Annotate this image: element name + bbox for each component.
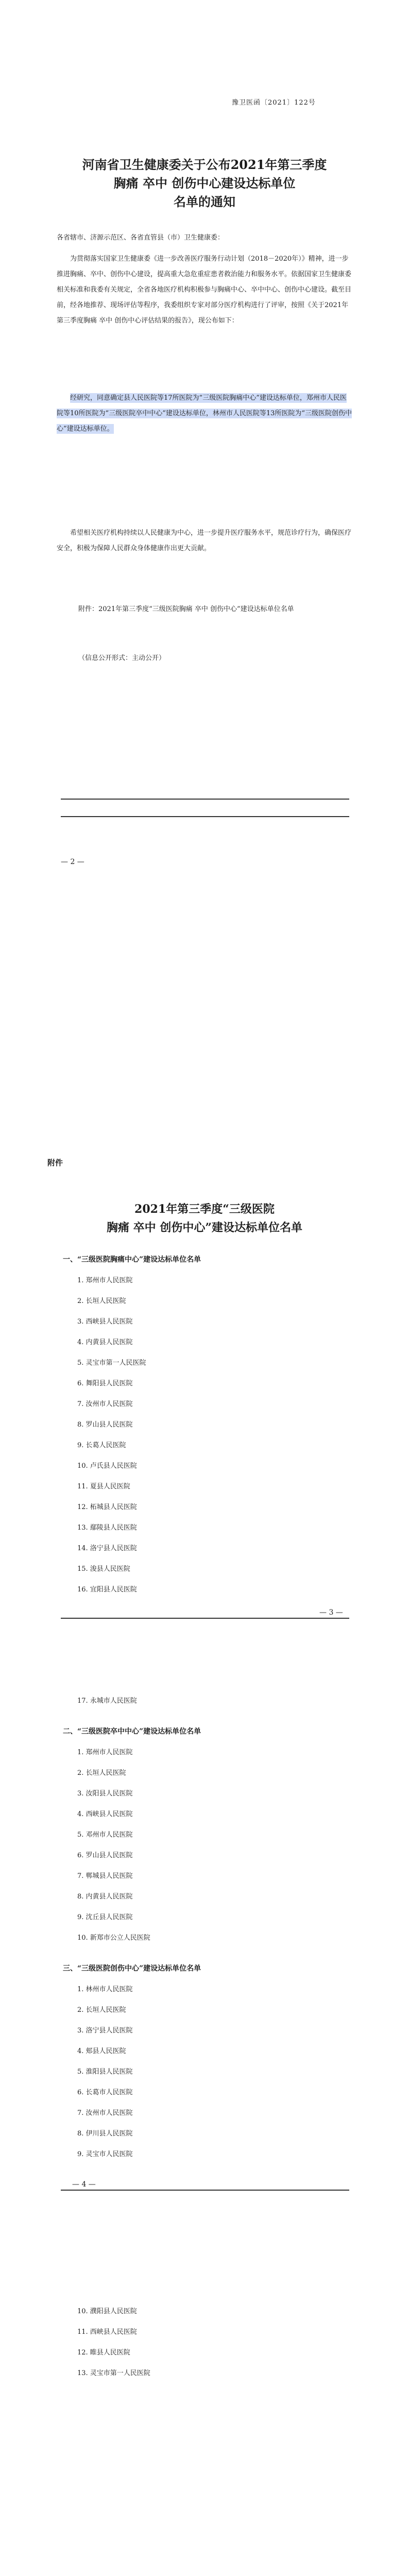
list-item: 3. 西峡县人民医院 [77, 1318, 133, 1326]
disclosure-notice: （信息公开形式：主动公开） [78, 654, 166, 662]
list-title-line1: 2021年第三季度“三级医院 [134, 1202, 275, 1216]
list-item: 11. 西峡县人民医院 [77, 2328, 137, 2336]
list-item: 3. 汝阳县人民医院 [77, 1790, 133, 1798]
list-item: 13. 灵宝市第一人民医院 [77, 2369, 150, 2377]
list-item: 8. 内黄县人民医院 [77, 1893, 133, 1901]
list-item: 10. 卢氏县人民医院 [77, 1462, 137, 1470]
list-item: 16. 宜阳县人民医院 [77, 1586, 137, 1594]
section-heading-stroke: 二、“三级医院卒中中心”建设达标单位名单 [63, 1727, 201, 1736]
attachment-note: 附件：2021年第三季度“三级医院胸痛 卒中 创伤中心”建设达标单位名单 [78, 605, 294, 613]
list-item: 4. 郏县人民医院 [77, 2047, 126, 2055]
list-item: 9. 沈丘县人民医院 [77, 1913, 133, 1921]
page-number: — 3 — [319, 1608, 343, 1617]
list-title-line2: 胸痛 卒中 创伤中心”建设达标单位名单 [107, 1221, 302, 1234]
list-item: 4. 西峡县人民医院 [77, 1810, 133, 1818]
body-paragraph-3: 希望相关医疗机构持续以人民健康为中心，进一步提升医疗服务水平，规范诊疗行为，确保医疗安全，积极为保障人民群众身体健康作出更大贡献。 [57, 529, 352, 552]
body-paragraph-2 [57, 391, 353, 437]
list-item: 7. 郸城县人民医院 [77, 1872, 133, 1880]
list-item: 2. 长垣人民医院 [77, 1297, 126, 1305]
list-item: 5. 淮阳县人民医院 [77, 2068, 133, 2076]
list-item: 10. 濮阳县人民医院 [77, 2308, 137, 2315]
divider-line [61, 2190, 349, 2191]
list-item: 6. 舞阳县人民医院 [77, 1380, 133, 1387]
list-item: 12. 柘城县人民医院 [77, 1503, 137, 1511]
list-item: 2. 长垣人民医院 [77, 1769, 126, 1777]
list-item: 8. 伊川县人民医院 [77, 2130, 133, 2138]
body-paragraph-1: 为贯彻落实国家卫生健康委《进一步改善医疗服务行动计划（2018－2020年）》精神，进一步推进胸痛、卒中、创伤中心建设，提高重大急危重症患者救治能力和服务水平。依据国家卫生健康委相关标准和我委有关规定，全省各地医疗机构积极参与胸痛中心、卒中中心、创伤中心建设。截至目前，经各地推荐、现场评估等程序，我委组织专家对部分医疗机构进行了评审，按照《关于2021年第三季度胸痛 卒中 创伤中心评估结果的报告》，现公布如下： [57, 255, 352, 325]
document-number: 豫卫医函〔2021〕122号 [232, 99, 316, 107]
list-item: 7. 汝州市人民医院 [77, 2109, 133, 2117]
list-item: 13. 鄢陵县人民医院 [77, 1524, 137, 1532]
list-item: 6. 罗山县人民医院 [77, 1852, 133, 1859]
divider-line [61, 1618, 349, 1619]
list-item: 5. 邓州市人民医院 [77, 1831, 133, 1839]
list-item: 2. 长垣人民医院 [77, 2006, 126, 2014]
list-item: 9. 长葛人民医院 [77, 1442, 126, 1449]
list-item: 3. 洛宁县人民医院 [77, 2027, 133, 2035]
list-item: 14. 洛宁县人民医院 [77, 1545, 137, 1552]
divider-line [61, 816, 349, 817]
divider-line [61, 799, 349, 800]
list-item: 11. 夏县人民医院 [77, 1483, 130, 1490]
list-item: 9. 灵宝市人民医院 [77, 2150, 133, 2158]
list-item: 1. 林州市人民医院 [77, 1986, 133, 1993]
list-item: 8. 罗山县人民医院 [77, 1421, 133, 1429]
list-item: 5. 灵宝市第一人民医院 [77, 1359, 146, 1367]
list-item: 17. 永城市人民医院 [77, 1697, 137, 1705]
list-item: 4. 内黄县人民医院 [77, 1338, 133, 1346]
annex-label: 附件 [47, 1158, 63, 1167]
highlighted-text: 经研究，同意确定县人民医院等17所医院为“三级医院胸痛中心”建设达标单位，郑州市人民医院等10所医院为“三级医院卒中中心”建设达标单位，林州市人民医院等13所医院为“三级医院创伤中心”建设达标单位。 [57, 394, 352, 433]
list-item: 15. 浚县人民医院 [77, 1565, 130, 1573]
page-number: — 2 — [61, 858, 84, 866]
doc-title-line3: 名单的通知 [174, 194, 235, 209]
greeting: 各省辖市、济源示范区、各省直管县（市）卫生健康委： [57, 234, 225, 242]
list-item: 12. 睢县人民医院 [77, 2349, 130, 2357]
doc-title-line2: 胸痛 卒中 创伤中心建设达标单位 [113, 176, 296, 191]
list-item: 6. 长葛市人民医院 [77, 2089, 133, 2096]
doc-title-line1: 河南省卫生健康委关于公布2021年第三季度 [82, 157, 327, 172]
list-item: 7. 汝州市人民医院 [77, 1400, 133, 1408]
page-number: — 4 — [72, 2180, 96, 2189]
list-item: 1. 郑州市人民医院 [77, 1277, 133, 1284]
list-item: 10. 新郑市公立人民医院 [77, 1934, 150, 1942]
list-item: 1. 郑州市人民医院 [77, 1749, 133, 1756]
section-heading-trauma: 三、“三级医院创伤中心”建设达标单位名单 [63, 1964, 201, 1973]
section-heading-chest-pain: 一、“三级医院胸痛中心”建设达标单位名单 [63, 1256, 201, 1264]
